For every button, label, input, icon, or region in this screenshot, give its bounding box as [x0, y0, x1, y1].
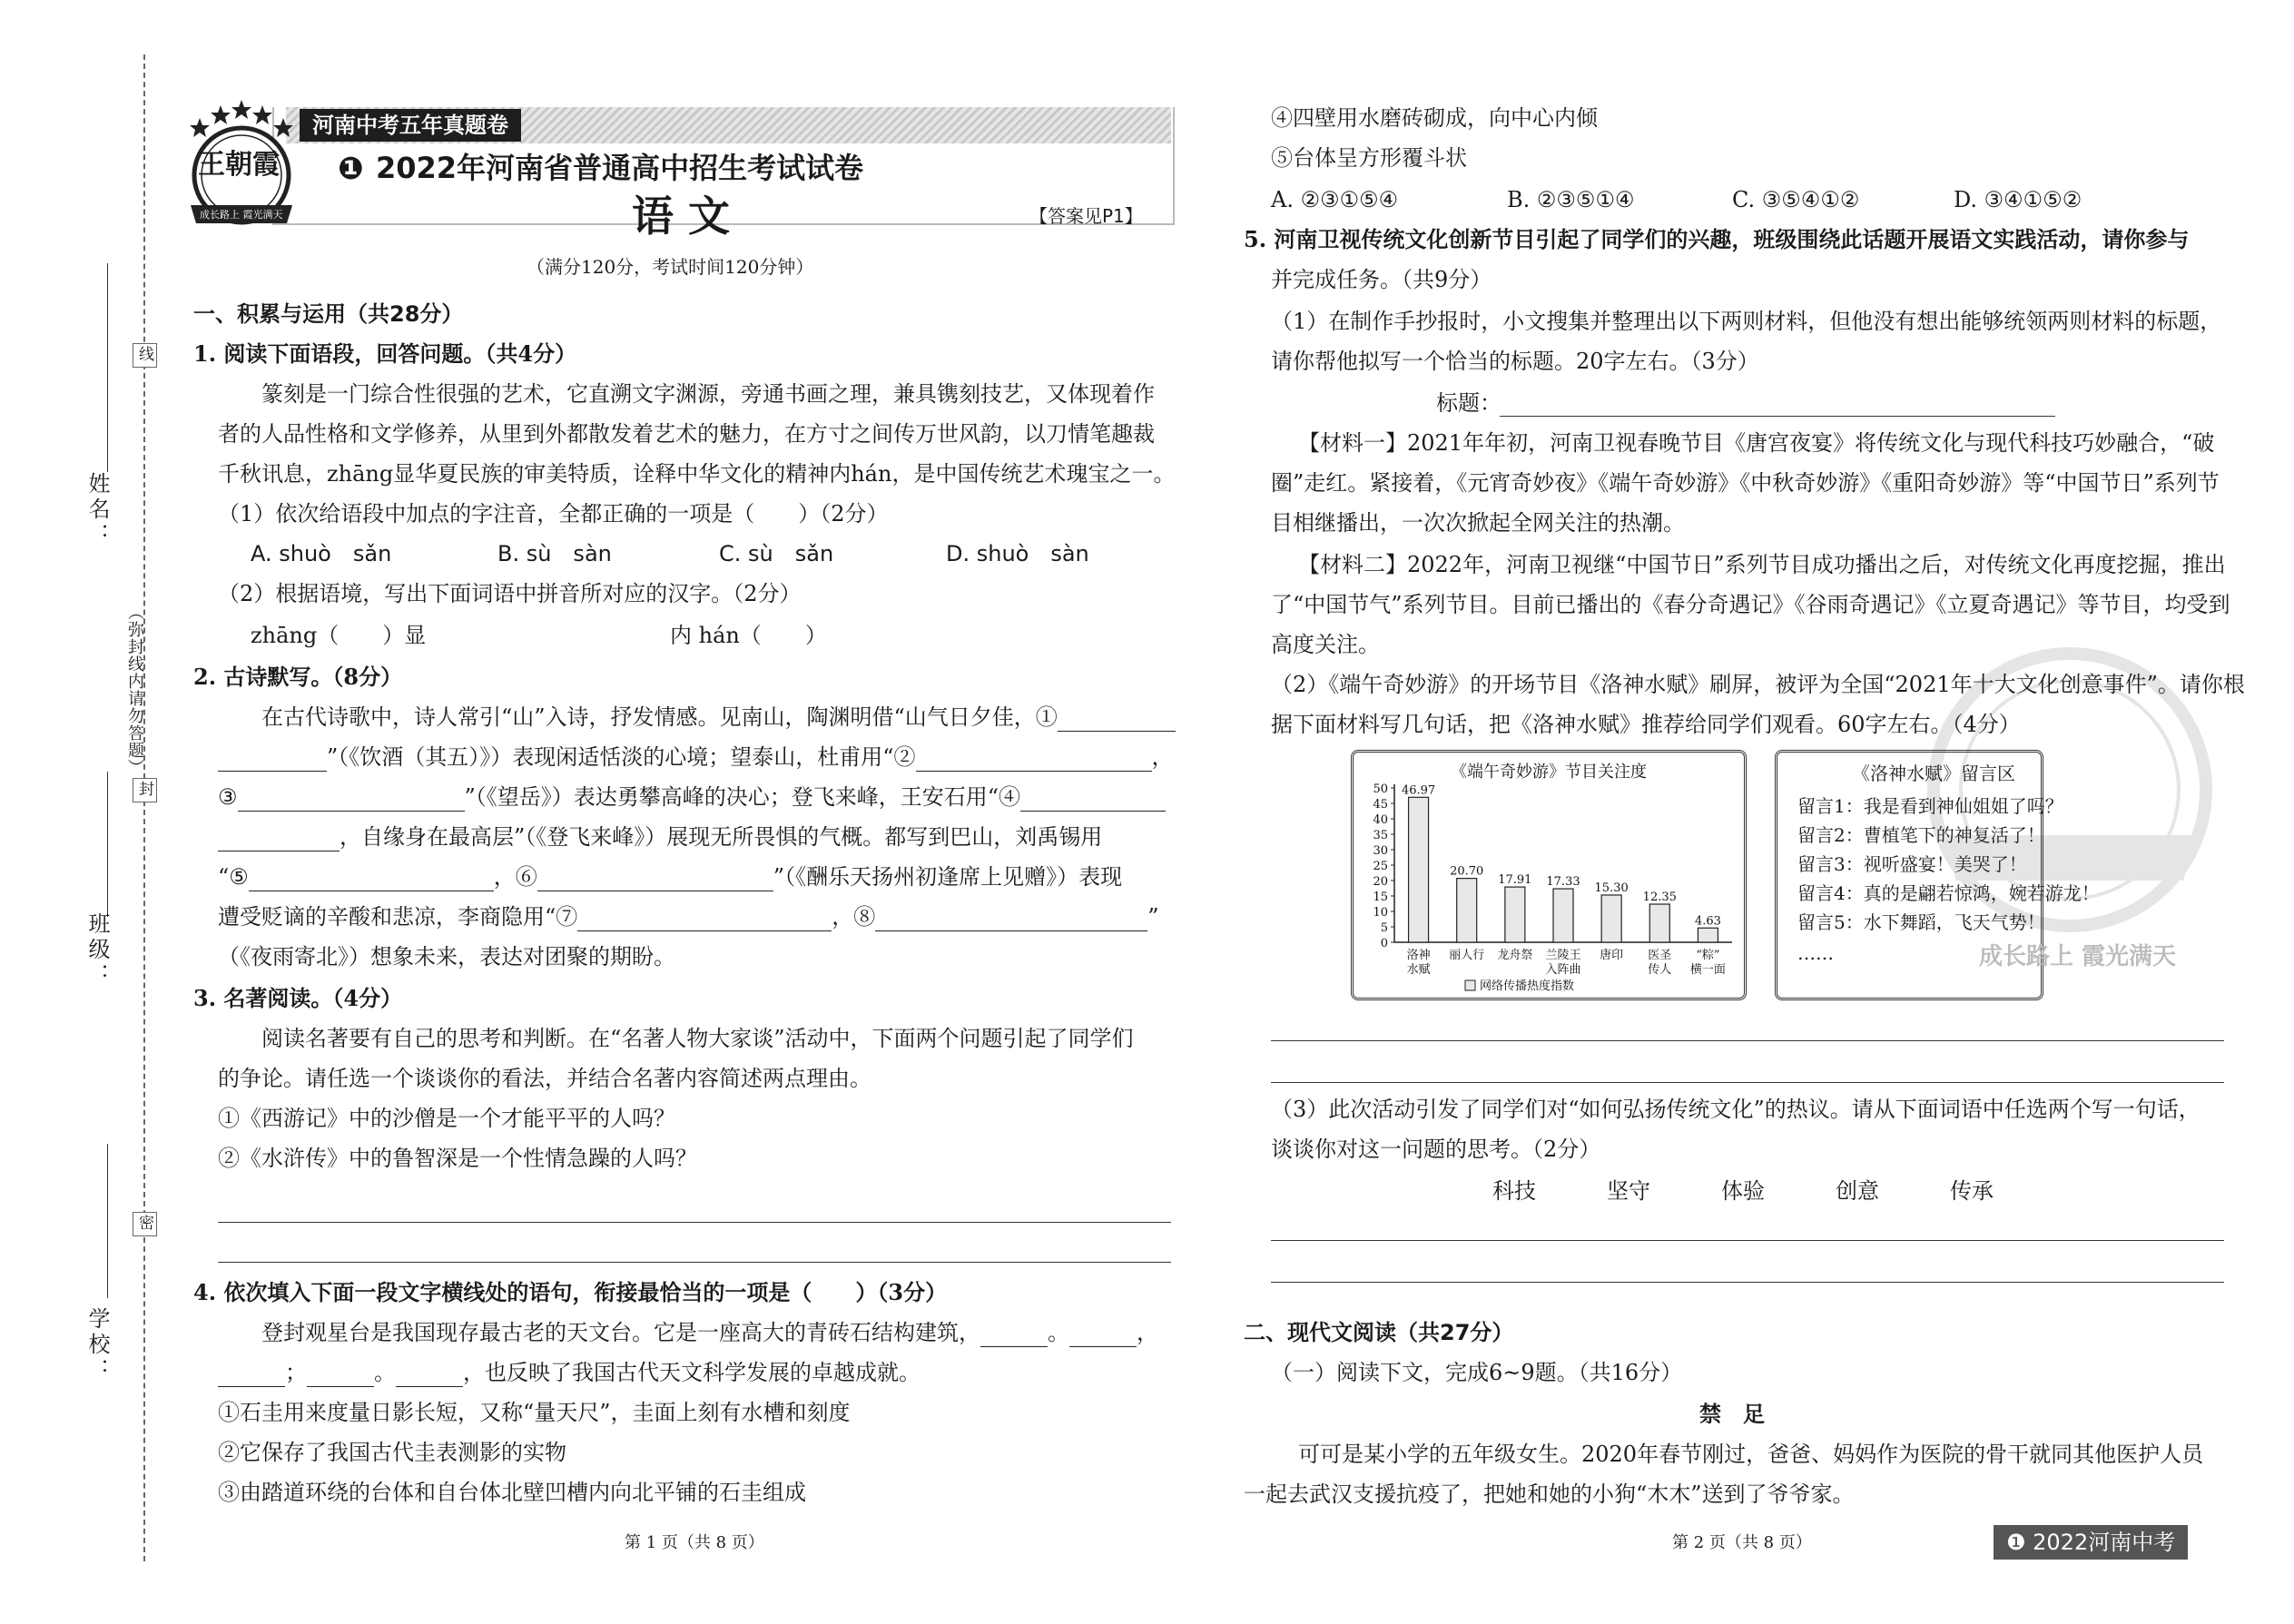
message-3: 留言3：视听盛宴！美哭了！ — [1797, 853, 2027, 875]
q1-sub1-option-a: A. shuò sǎn — [251, 541, 392, 566]
q3-passage-line-1: 阅读名著要有自己的思考和判断。在“名著人物大家谈”活动中，下面两个问题引起了同学们 — [261, 1026, 1134, 1051]
q4-option-2: ②它保存了我国古代圭表测影的实物 — [218, 1440, 566, 1465]
q1-sub1-question: （1）依次给语段中加点的字注音，全都正确的一项是（ ）（2分） — [218, 501, 889, 527]
q4-option-4: ④四壁用水磨砖砌成，向中心内倾 — [1271, 105, 1598, 131]
q1-sub1-option-d: D. shuò sàn — [946, 541, 1089, 566]
q2-line-2: ”（《饮酒（其五）》）表现闲适恬淡的心境；望泰山，杜甫用“② ， — [218, 743, 1174, 772]
chart-y-tick-label: 40 — [1373, 813, 1388, 827]
chart-bar — [1601, 895, 1621, 942]
word-option-1: 科技 — [1492, 1178, 1536, 1204]
q1-passage-line-2: 者的人品性格和文学修养，从里到外都散发着艺术的魅力，在方寸之间传万世风韵，以刀情笔趣裁 — [218, 421, 1155, 447]
chart-y-tick-label: 30 — [1373, 844, 1388, 858]
chart-category-label: “粽” — [1696, 949, 1720, 962]
material-1-line-1: 【材料一】2021年年初，河南卫视春晚节目《唐宫夜宴》将传统文化与现代科技巧妙融合，“破 — [1298, 430, 2215, 456]
q4-choice-a: A. ②③①⑤④ — [1271, 187, 1399, 212]
name-label: 姓名： — [84, 472, 110, 548]
chart-data-label: 12.35 — [1642, 891, 1677, 905]
chart-data-label: 17.91 — [1498, 873, 1532, 888]
story-paragraph-line-1: 可可是某小学的五年级女生。2020年春节刚过，爸爸、妈妈作为医院的骨干就同其他医护人员 — [1298, 1442, 2204, 1467]
q2-line-7: （《夜雨寄北》）想象未来，表达对团聚的期盼。 — [218, 944, 675, 969]
chart-category-label: 洛神 — [1406, 949, 1431, 962]
message-4: 留言4：真的是翩若惊鸿，婉若游龙！ — [1797, 882, 2100, 904]
q4-blank-5[interactable] — [396, 1364, 463, 1387]
q4-option-3: ③由踏道环绕的台体和自台体北壁凹槽内向北平铺的石圭组成 — [218, 1480, 806, 1505]
page-2-footer: 第 2 页（共 8 页） — [1672, 1533, 1812, 1552]
chart-data-label: 15.30 — [1594, 881, 1629, 895]
q4-choice-d: D. ③④①⑤② — [1954, 187, 2082, 212]
q4-stem: 4. 依次填入下面一段文字横线处的语句，衔接最恰当的一项是（ ）（3分） — [193, 1279, 948, 1305]
chart-data-label: 20.70 — [1450, 864, 1484, 879]
q1-sub2-question: （2）根据语境，写出下面词语中拼音所对应的汉字。（2分） — [218, 581, 802, 606]
material-2-line-2: 了“中国节气”系列节目。目前已播出的《春分奇遇记》《谷雨奇遇记》《立夏奇遇记》等节目，均受到 — [1271, 592, 2230, 617]
q2-line-3: ③ ”（《望岳》）表达勇攀高峰的决心；登飞来峰，王安石用“④ — [218, 782, 1166, 812]
seal-xian: 线 — [133, 343, 157, 368]
answer-blank-4[interactable] — [1020, 789, 1166, 812]
answer-blank-6[interactable] — [537, 869, 773, 891]
chart-legend-label: 网络传播热度指数 — [1480, 979, 1575, 993]
chart-category-label: 兰陵王 — [1545, 949, 1581, 962]
series-tag: 河南中考五年真题卷 — [300, 109, 521, 142]
logo-name: 王朝霞 — [198, 149, 280, 181]
watermark-seal — [1915, 635, 2224, 944]
q3-answer-line-1[interactable] — [218, 1222, 1171, 1223]
chart-y-tick-label: 20 — [1373, 875, 1388, 889]
q4-blank-1[interactable] — [980, 1324, 1048, 1347]
answer-reference: 【答案见P1】 — [1029, 205, 1143, 227]
q5-sub3-line-1: （3）此次活动引发了同学们对“如何弘扬传统文化”的热议。请从下面词语中任选两个写一句话， — [1271, 1097, 2200, 1122]
q3-option-1: ①《西游记》中的沙僧是一个才能平平的人吗？ — [218, 1106, 675, 1131]
watermark-text: 成长路上 霞光满天 — [1979, 943, 2177, 970]
material-2-line-1: 【材料二】2022年，河南卫视继“中国节日”系列节目成功播出之后，对传统文化再度挖掘，推出 — [1298, 552, 2226, 577]
title-answer-line[interactable] — [1500, 416, 2055, 417]
exam-meta: （满分120分，考试时间120分钟） — [527, 256, 814, 278]
q2-line-5: “⑤ ，⑥ ”（《酬乐天扬州初逢席上见赠》）表现 — [218, 864, 1123, 890]
chart-category-label: 传人 — [1648, 963, 1672, 977]
answer-blank-1[interactable] — [1058, 709, 1176, 732]
answer-blank-8[interactable] — [875, 909, 1147, 931]
chart-y-tick-label: 35 — [1373, 829, 1388, 842]
q1-sub1-option-b: B. sù sàn — [497, 541, 612, 566]
q5-sub1-line-1: （1）在制作手抄报时，小文搜集并整理出以下两则材料，但他没有想出能够统领两则材料的标题， — [1271, 309, 2222, 334]
material-2-line-3: 高度关注。 — [1271, 632, 1380, 657]
q5-sub2-answer-line-1[interactable] — [1271, 1040, 2224, 1041]
chart-data-label: 17.33 — [1546, 875, 1580, 890]
q3-option-2: ②《水浒传》中的鲁智深是一个性情急躁的人吗？ — [218, 1146, 697, 1171]
message-1: 留言1：我是看到神仙姐姐了吗？ — [1797, 795, 2063, 817]
q4-passage-line-2: ； 。 ，也反映了我国古代天文科学发展的卓越成就。 — [218, 1358, 921, 1387]
q5-sub3-line-2: 谈谈你对这一问题的思考。（2分） — [1271, 1137, 1601, 1162]
q5-sub3-answer-line-1[interactable] — [1271, 1240, 2224, 1241]
chart-data-label: 46.97 — [1401, 783, 1436, 798]
message-ellipsis: …… — [1797, 942, 1834, 964]
chart-bar — [1409, 797, 1429, 942]
q3-answer-line-2[interactable] — [218, 1262, 1171, 1263]
exam-badge: ❶ 2022河南中考 — [1994, 1525, 2188, 1560]
q1-passage-line-3: 千秋讯息，zhāng显华夏民族的审美特质，诠释中华文化的精神内hán，是中国传统艺术瑰宝之一。 — [218, 461, 1176, 487]
material-1-line-3: 目相继播出，一次次掀起全网关注的热潮。 — [1271, 510, 1685, 536]
chart-y-tick-label: 25 — [1373, 860, 1388, 873]
section-2-part-1: （一）阅读下文，完成6~9题。（共16分） — [1271, 1360, 1683, 1385]
q5-sub2-answer-line-2[interactable] — [1271, 1082, 2224, 1083]
exam-title: 2022年河南省普通高中招生考试试卷 — [376, 151, 864, 185]
q1-passage-line-1: 篆刻是一门综合性很强的艺术，它直溯文字渊源，旁通书画之理，兼具镌刻技艺，又体现着作 — [261, 381, 1155, 407]
q2-stem: 2. 古诗默写。（8分） — [193, 664, 403, 690]
chart-category-label: 横一面 — [1689, 963, 1726, 977]
message-board-title: 《洛神水赋》留言区 — [1852, 763, 2015, 784]
q3-passage-line-2: 的争论。请任选一个谈谈你的看法，并结合名著内容简述两点理由。 — [218, 1066, 871, 1091]
q4-choice-b: B. ②③⑤①④ — [1507, 187, 1635, 212]
q2-line-1: 在古代诗歌中，诗人常引“山”入诗，抒发情感。见南山，陶渊明借“山气日夕佳，① — [261, 703, 1176, 732]
chart-y-tick-label: 0 — [1380, 937, 1388, 950]
chart-legend-swatch — [1465, 980, 1475, 990]
class-label: 班级： — [84, 912, 110, 989]
q2-line-4: ，自缘身在最高层”（《登飞来峰》）展现无所畏惧的气概。都写到巴山，刘禹锡用 — [218, 822, 1102, 851]
q5-sub3-answer-line-2[interactable] — [1271, 1282, 2224, 1283]
chart-y-tick-label: 10 — [1373, 906, 1388, 920]
chart-y-tick-label: 5 — [1380, 921, 1388, 935]
answer-blank-2[interactable] — [916, 749, 1152, 772]
chart-y-tick-label: 15 — [1373, 891, 1388, 904]
story-paragraph-line-2: 一起去武汉支援抗疫了，把她和她的小狗“木木”送到了爷爷家。 — [1244, 1481, 1855, 1507]
chart-bar — [1698, 928, 1718, 942]
chart-title: 《端午奇妙游》节目关注度 — [1451, 763, 1647, 782]
q1-sub2-blank-a: zhāng（ ）显 — [251, 623, 427, 648]
answer-blank-5[interactable] — [249, 869, 494, 891]
q1-sub1-option-c: C. sù sǎn — [719, 541, 834, 566]
chart-category-label: 龙舟祭 — [1497, 949, 1533, 962]
q4-passage-line-1: 登封观星台是我国现存最古老的天文台。它是一座高大的青砖石结构建筑， 。 ， — [261, 1320, 1158, 1345]
q5-sub1-line-2: 请你帮他拟写一个恰当的标题。20字左右。（3分） — [1271, 349, 1759, 374]
chart-bar — [1505, 887, 1525, 942]
q4-blank-4[interactable] — [307, 1364, 374, 1387]
chart-category-label: 水赋 — [1406, 963, 1431, 977]
q5-sub2-line-2: 据下面材料写几句话，把《洛神水赋》推荐给同学们观看。60字左右。（4分） — [1271, 712, 2021, 737]
seal-mi: 密 — [133, 1212, 157, 1236]
q3-stem: 3. 名著阅读。（4分） — [193, 985, 403, 1011]
chart-category-label: 入阵曲 — [1545, 963, 1581, 977]
chart-data-label: 4.63 — [1694, 914, 1721, 929]
q4-blank-3[interactable] — [218, 1364, 285, 1387]
chart-bar — [1457, 879, 1477, 942]
chart-y-tick-label: 50 — [1373, 782, 1388, 796]
bar-chart — [1351, 750, 1747, 1000]
word-option-5: 传承 — [1950, 1178, 1994, 1204]
answer-blank-4b[interactable] — [218, 829, 340, 851]
word-option-4: 创意 — [1836, 1178, 1879, 1204]
school-underline — [107, 1144, 108, 1298]
section-2-heading: 二、现代文阅读（共27分） — [1244, 1320, 1514, 1345]
word-option-2: 坚守 — [1607, 1178, 1650, 1204]
chart-category-label: 医圣 — [1648, 949, 1672, 962]
q4-option-5: ⑤台体呈方形覆斗状 — [1271, 145, 1467, 171]
class-underline — [107, 772, 108, 917]
chart-y-tick-label: 45 — [1373, 798, 1388, 812]
q4-option-1: ①石圭用来度量日影长短，又称“量天尺”，圭面上刻有水槽和刻度 — [218, 1400, 851, 1425]
q4-choice-c: C. ③⑤④①② — [1732, 187, 1860, 212]
section-1-heading: 一、积累与运用（共28分） — [193, 301, 464, 327]
page-1-footer: 第 1 页（共 8 页） — [625, 1533, 764, 1552]
seal-feng: 封 — [133, 778, 157, 802]
title-label: 标题： — [1436, 390, 1501, 416]
q1-stem: 1. 阅读下面语段，回答问题。（共4分） — [193, 340, 577, 367]
q5-stem-line-2: 并完成任务。（共9分） — [1271, 267, 1492, 292]
exam-number-badge: ❶ — [338, 151, 364, 187]
material-1-line-2: 圈”走红。紧接着，《元宵奇妙夜》《端午奇妙游》《中秋奇妙游》《重阳奇妙游》等“中国节日”系列节 — [1271, 470, 2220, 496]
chart-bar — [1553, 889, 1573, 942]
q1-sub2-blank-b: 内 hán（ ） — [670, 623, 827, 648]
logo-motto: 成长路上 霞光满天 — [200, 209, 283, 221]
subject-title: 语 文 — [632, 192, 731, 241]
answer-blank-3[interactable] — [238, 789, 465, 812]
q2-line-6: 遭受贬谪的辛酸和悲凉，李商隐用“⑦ ，⑧ ” — [218, 904, 1159, 930]
seal-note: （弥封线内请勿答题） — [125, 604, 144, 776]
chart-bar — [1649, 904, 1669, 942]
chart-category-label: 唐印 — [1600, 949, 1624, 962]
answer-blank-7[interactable] — [577, 909, 832, 931]
story-title: 禁 足 — [1699, 1401, 1765, 1427]
name-underline — [107, 263, 108, 472]
word-option-3: 体验 — [1721, 1178, 1765, 1204]
message-5: 留言5：水下舞蹈，飞天气势！ — [1797, 911, 2045, 933]
answer-blank-1b[interactable] — [218, 749, 327, 772]
school-label: 学校： — [84, 1307, 110, 1383]
message-2: 留言2：曹植笔下的神复活了！ — [1797, 824, 2045, 846]
binding-dashed-line — [143, 54, 145, 1561]
q5-stem-line-1: 5. 河南卫视传统文化创新节目引起了同学们的兴趣，班级围绕此话题开展语文实践活动，请你参与 — [1244, 226, 2190, 252]
q5-sub2-line-1: （2）《端午奇妙游》的开场节目《洛神水赋》刷屏，被评为全国“2021年十大文化创意事件”。请你根 — [1271, 672, 2245, 697]
q4-blank-2[interactable] — [1069, 1324, 1137, 1347]
chart-category-label: 丽人行 — [1449, 949, 1485, 962]
